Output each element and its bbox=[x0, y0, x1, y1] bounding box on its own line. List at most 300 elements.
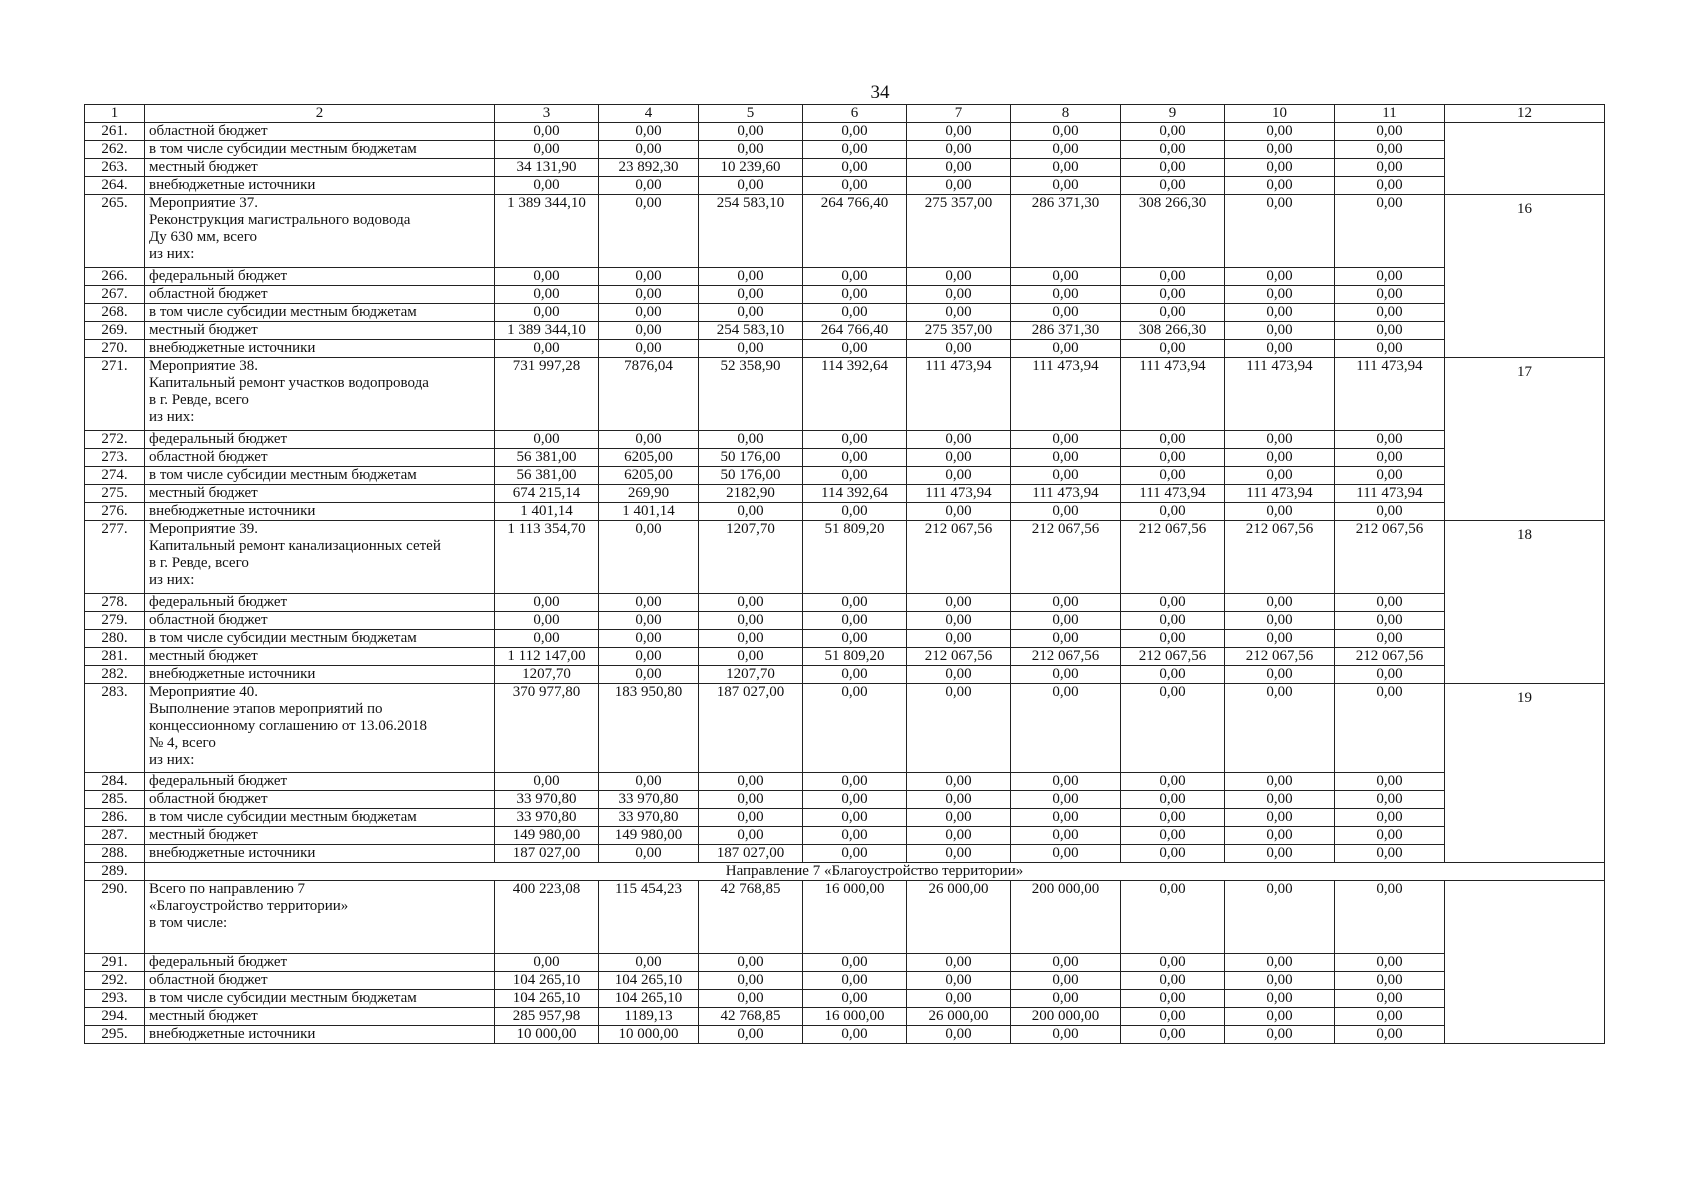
value-cell: 114 392,64 bbox=[803, 485, 907, 503]
value-cell: 1207,70 bbox=[495, 666, 599, 684]
value-cell: 0,00 bbox=[803, 123, 907, 141]
value-cell: 104 265,10 bbox=[599, 972, 699, 990]
value-cell: 0,00 bbox=[1121, 791, 1225, 809]
value-cell: 0,00 bbox=[1121, 268, 1225, 286]
value-cell: 50 176,00 bbox=[699, 449, 803, 467]
value-cell: 0,00 bbox=[1225, 594, 1335, 612]
row-name: областной бюджет bbox=[145, 286, 495, 304]
value-cell: 370 977,80 bbox=[495, 684, 599, 773]
table-row bbox=[85, 431, 1605, 449]
value-cell: 0,00 bbox=[1121, 286, 1225, 304]
row-name: внебюджетные источники bbox=[145, 340, 495, 358]
value-cell: 254 583,10 bbox=[699, 322, 803, 340]
value-cell: 0,00 bbox=[1225, 612, 1335, 630]
value-cell: 0,00 bbox=[1225, 684, 1335, 773]
value-cell: 0,00 bbox=[1335, 972, 1445, 990]
value-cell: 0,00 bbox=[1011, 990, 1121, 1008]
value-cell: 0,00 bbox=[599, 340, 699, 358]
value-cell: 0,00 bbox=[599, 612, 699, 630]
value-cell: 0,00 bbox=[699, 827, 803, 845]
value-cell: 0,00 bbox=[1121, 141, 1225, 159]
value-cell: 308 266,30 bbox=[1121, 195, 1225, 268]
value-cell: 286 371,30 bbox=[1011, 322, 1121, 340]
row-number: 275. bbox=[85, 485, 145, 503]
value-cell: 0,00 bbox=[1121, 431, 1225, 449]
value-cell: 0,00 bbox=[1335, 1026, 1445, 1044]
value-cell: 0,00 bbox=[1011, 954, 1121, 972]
value-cell: 0,00 bbox=[1225, 141, 1335, 159]
reference-cell: 18 bbox=[1445, 521, 1605, 684]
value-cell: 0,00 bbox=[907, 972, 1011, 990]
value-cell: 0,00 bbox=[1335, 845, 1445, 863]
value-cell: 0,00 bbox=[599, 521, 699, 594]
value-cell: 0,00 bbox=[1121, 594, 1225, 612]
row-name: местный бюджет bbox=[145, 648, 495, 666]
table-row bbox=[85, 304, 1605, 322]
value-cell: 0,00 bbox=[1225, 449, 1335, 467]
column-header: 4 bbox=[599, 105, 699, 123]
value-cell: 0,00 bbox=[1011, 791, 1121, 809]
value-cell: 16 000,00 bbox=[803, 1008, 907, 1026]
value-cell: 1 401,14 bbox=[599, 503, 699, 521]
value-cell: 183 950,80 bbox=[599, 684, 699, 773]
row-number: 273. bbox=[85, 449, 145, 467]
value-cell: 0,00 bbox=[495, 630, 599, 648]
value-cell: 0,00 bbox=[1335, 304, 1445, 322]
value-cell: 0,00 bbox=[495, 268, 599, 286]
value-cell: 6205,00 bbox=[599, 449, 699, 467]
value-cell: 0,00 bbox=[1121, 612, 1225, 630]
value-cell: 0,00 bbox=[1335, 612, 1445, 630]
value-cell: 0,00 bbox=[699, 340, 803, 358]
row-number: 276. bbox=[85, 503, 145, 521]
value-cell: 0,00 bbox=[1335, 123, 1445, 141]
row-name: в том числе субсидии местным бюджетам bbox=[145, 467, 495, 485]
value-cell: 187 027,00 bbox=[699, 845, 803, 863]
row-name: внебюджетные источники bbox=[145, 845, 495, 863]
table-row bbox=[85, 358, 1605, 431]
value-cell: 50 176,00 bbox=[699, 467, 803, 485]
column-header: 9 bbox=[1121, 105, 1225, 123]
value-cell: 0,00 bbox=[1121, 881, 1225, 954]
value-cell: 1 113 354,70 bbox=[495, 521, 599, 594]
direction-title: Направление 7 «Благоустройство территории» bbox=[145, 863, 1605, 881]
value-cell: 33 970,80 bbox=[599, 791, 699, 809]
value-cell: 0,00 bbox=[1011, 503, 1121, 521]
value-cell: 0,00 bbox=[907, 268, 1011, 286]
value-cell: 0,00 bbox=[803, 159, 907, 177]
value-cell: 0,00 bbox=[699, 990, 803, 1008]
value-cell: 212 067,56 bbox=[1335, 648, 1445, 666]
table-row bbox=[85, 467, 1605, 485]
value-cell: 111 473,94 bbox=[1011, 358, 1121, 431]
value-cell: 56 381,00 bbox=[495, 449, 599, 467]
table-row bbox=[85, 159, 1605, 177]
value-cell: 731 997,28 bbox=[495, 358, 599, 431]
value-cell: 0,00 bbox=[1335, 340, 1445, 358]
value-cell: 187 027,00 bbox=[699, 684, 803, 773]
value-cell: 23 892,30 bbox=[599, 159, 699, 177]
row-name: Мероприятие 38. Капитальный ремонт участков водопровода в г. Ревде, всего из них: bbox=[145, 358, 495, 431]
value-cell: 0,00 bbox=[1225, 845, 1335, 863]
value-cell: 0,00 bbox=[803, 809, 907, 827]
row-name: областной бюджет bbox=[145, 791, 495, 809]
value-cell: 0,00 bbox=[907, 123, 1011, 141]
value-cell: 0,00 bbox=[699, 177, 803, 195]
row-number: 295. bbox=[85, 1026, 145, 1044]
value-cell: 0,00 bbox=[1335, 881, 1445, 954]
value-cell: 0,00 bbox=[599, 954, 699, 972]
value-cell: 0,00 bbox=[599, 141, 699, 159]
column-header: 8 bbox=[1011, 105, 1121, 123]
value-cell: 212 067,56 bbox=[1225, 521, 1335, 594]
value-cell: 34 131,90 bbox=[495, 159, 599, 177]
value-cell: 0,00 bbox=[907, 612, 1011, 630]
value-cell: 111 473,94 bbox=[1011, 485, 1121, 503]
table-row bbox=[85, 612, 1605, 630]
value-cell: 0,00 bbox=[599, 594, 699, 612]
row-number: 291. bbox=[85, 954, 145, 972]
value-cell: 0,00 bbox=[699, 1026, 803, 1044]
row-number: 282. bbox=[85, 666, 145, 684]
value-cell: 0,00 bbox=[599, 431, 699, 449]
value-cell: 212 067,56 bbox=[907, 521, 1011, 594]
row-name: внебюджетные источники bbox=[145, 177, 495, 195]
value-cell: 0,00 bbox=[1225, 666, 1335, 684]
value-cell: 0,00 bbox=[803, 630, 907, 648]
value-cell: 0,00 bbox=[907, 1026, 1011, 1044]
value-cell: 0,00 bbox=[495, 123, 599, 141]
row-name: Всего по направлению 7 «Благоустройство территории» в том числе: bbox=[145, 881, 495, 954]
row-name: федеральный бюджет bbox=[145, 954, 495, 972]
row-number: 267. bbox=[85, 286, 145, 304]
value-cell: 0,00 bbox=[1225, 431, 1335, 449]
row-number: 261. bbox=[85, 123, 145, 141]
row-name: федеральный бюджет bbox=[145, 773, 495, 791]
value-cell: 0,00 bbox=[1225, 954, 1335, 972]
value-cell: 0,00 bbox=[803, 503, 907, 521]
value-cell: 0,00 bbox=[1335, 827, 1445, 845]
value-cell: 0,00 bbox=[699, 123, 803, 141]
value-cell: 0,00 bbox=[1225, 304, 1335, 322]
value-cell: 0,00 bbox=[1121, 773, 1225, 791]
value-cell: 111 473,94 bbox=[1335, 485, 1445, 503]
budget-table-container bbox=[84, 104, 1604, 1044]
value-cell: 0,00 bbox=[1335, 159, 1445, 177]
value-cell: 1 389 344,10 bbox=[495, 322, 599, 340]
value-cell: 0,00 bbox=[1121, 1008, 1225, 1026]
row-number: 285. bbox=[85, 791, 145, 809]
value-cell: 212 067,56 bbox=[1121, 521, 1225, 594]
row-number: 277. bbox=[85, 521, 145, 594]
row-number: 279. bbox=[85, 612, 145, 630]
value-cell: 0,00 bbox=[803, 773, 907, 791]
value-cell: 10 239,60 bbox=[699, 159, 803, 177]
row-name: Мероприятие 40. Выполнение этапов мероприятий по концессионному соглашению от 13.06.2018 № 4, всего из них: bbox=[145, 684, 495, 773]
page-number: 34 bbox=[870, 82, 890, 103]
value-cell: 1 112 147,00 bbox=[495, 648, 599, 666]
value-cell: 285 957,98 bbox=[495, 1008, 599, 1026]
table-body bbox=[85, 105, 1605, 1044]
value-cell: 0,00 bbox=[803, 594, 907, 612]
column-header: 11 bbox=[1335, 105, 1445, 123]
value-cell: 2182,90 bbox=[699, 485, 803, 503]
value-cell: 0,00 bbox=[1225, 630, 1335, 648]
reference-cell bbox=[1445, 881, 1605, 1044]
value-cell: 33 970,80 bbox=[495, 809, 599, 827]
value-cell: 0,00 bbox=[1011, 1026, 1121, 1044]
value-cell: 0,00 bbox=[907, 791, 1011, 809]
table-row bbox=[85, 141, 1605, 159]
row-number: 270. bbox=[85, 340, 145, 358]
row-name: местный бюджет bbox=[145, 1008, 495, 1026]
value-cell: 1 389 344,10 bbox=[495, 195, 599, 268]
column-header: 1 bbox=[85, 105, 145, 123]
value-cell: 0,00 bbox=[699, 809, 803, 827]
value-cell: 0,00 bbox=[907, 431, 1011, 449]
value-cell: 0,00 bbox=[1335, 809, 1445, 827]
value-cell: 0,00 bbox=[495, 773, 599, 791]
value-cell: 286 371,30 bbox=[1011, 195, 1121, 268]
table-row bbox=[85, 990, 1605, 1008]
value-cell: 0,00 bbox=[1011, 340, 1121, 358]
value-cell: 0,00 bbox=[599, 195, 699, 268]
row-name: Мероприятие 37. Реконструкция магистрального водовода Ду 630 мм, всего из них: bbox=[145, 195, 495, 268]
value-cell: 111 473,94 bbox=[1225, 485, 1335, 503]
value-cell: 0,00 bbox=[699, 648, 803, 666]
value-cell: 0,00 bbox=[907, 503, 1011, 521]
row-name: в том числе субсидии местным бюджетам bbox=[145, 304, 495, 322]
value-cell: 0,00 bbox=[1121, 684, 1225, 773]
value-cell: 0,00 bbox=[803, 684, 907, 773]
value-cell: 0,00 bbox=[699, 972, 803, 990]
value-cell: 104 265,10 bbox=[599, 990, 699, 1008]
row-number: 294. bbox=[85, 1008, 145, 1026]
value-cell: 0,00 bbox=[599, 648, 699, 666]
value-cell: 0,00 bbox=[1335, 286, 1445, 304]
table-row bbox=[85, 322, 1605, 340]
value-cell: 0,00 bbox=[803, 268, 907, 286]
value-cell: 0,00 bbox=[803, 141, 907, 159]
value-cell: 0,00 bbox=[803, 972, 907, 990]
value-cell: 0,00 bbox=[907, 954, 1011, 972]
row-number: 263. bbox=[85, 159, 145, 177]
value-cell: 0,00 bbox=[1225, 827, 1335, 845]
value-cell: 212 067,56 bbox=[907, 648, 1011, 666]
value-cell: 0,00 bbox=[699, 594, 803, 612]
value-cell: 0,00 bbox=[1225, 1008, 1335, 1026]
value-cell: 212 067,56 bbox=[1225, 648, 1335, 666]
table-row bbox=[85, 521, 1605, 594]
value-cell: 0,00 bbox=[1011, 809, 1121, 827]
row-number: 271. bbox=[85, 358, 145, 431]
value-cell: 111 473,94 bbox=[1225, 358, 1335, 431]
value-cell: 0,00 bbox=[803, 177, 907, 195]
value-cell: 0,00 bbox=[1121, 666, 1225, 684]
value-cell: 0,00 bbox=[599, 666, 699, 684]
row-number: 268. bbox=[85, 304, 145, 322]
value-cell: 0,00 bbox=[1121, 845, 1225, 863]
row-name: федеральный бюджет bbox=[145, 594, 495, 612]
value-cell: 0,00 bbox=[1121, 340, 1225, 358]
value-cell: 0,00 bbox=[907, 304, 1011, 322]
row-number: 287. bbox=[85, 827, 145, 845]
value-cell: 0,00 bbox=[907, 666, 1011, 684]
value-cell: 104 265,10 bbox=[495, 972, 599, 990]
row-name: местный бюджет bbox=[145, 159, 495, 177]
row-name: в том числе субсидии местным бюджетам bbox=[145, 141, 495, 159]
value-cell: 0,00 bbox=[907, 467, 1011, 485]
row-name: областной бюджет bbox=[145, 123, 495, 141]
header-row bbox=[85, 105, 1605, 123]
value-cell: 0,00 bbox=[1335, 268, 1445, 286]
column-header: 5 bbox=[699, 105, 803, 123]
row-name: областной бюджет bbox=[145, 972, 495, 990]
value-cell: 115 454,23 bbox=[599, 881, 699, 954]
value-cell: 0,00 bbox=[699, 503, 803, 521]
value-cell: 212 067,56 bbox=[1335, 521, 1445, 594]
table-row bbox=[85, 503, 1605, 521]
value-cell: 111 473,94 bbox=[1121, 485, 1225, 503]
value-cell: 42 768,85 bbox=[699, 881, 803, 954]
value-cell: 0,00 bbox=[803, 449, 907, 467]
value-cell: 0,00 bbox=[1225, 177, 1335, 195]
row-number: 284. bbox=[85, 773, 145, 791]
value-cell: 26 000,00 bbox=[907, 1008, 1011, 1026]
value-cell: 149 980,00 bbox=[599, 827, 699, 845]
value-cell: 0,00 bbox=[1121, 809, 1225, 827]
row-number: 281. bbox=[85, 648, 145, 666]
row-number: 262. bbox=[85, 141, 145, 159]
row-number: 290. bbox=[85, 881, 145, 954]
value-cell: 0,00 bbox=[1335, 431, 1445, 449]
value-cell: 0,00 bbox=[1335, 503, 1445, 521]
row-number: 286. bbox=[85, 809, 145, 827]
value-cell: 0,00 bbox=[495, 141, 599, 159]
table-row bbox=[85, 123, 1605, 141]
value-cell: 0,00 bbox=[1121, 449, 1225, 467]
table-row bbox=[85, 1008, 1605, 1026]
value-cell: 0,00 bbox=[907, 177, 1011, 195]
column-header: 3 bbox=[495, 105, 599, 123]
row-name: в том числе субсидии местным бюджетам bbox=[145, 630, 495, 648]
value-cell: 0,00 bbox=[803, 340, 907, 358]
row-name: федеральный бюджет bbox=[145, 431, 495, 449]
value-cell: 0,00 bbox=[1121, 990, 1225, 1008]
value-cell: 187 027,00 bbox=[495, 845, 599, 863]
row-name: в том числе субсидии местным бюджетам bbox=[145, 990, 495, 1008]
value-cell: 0,00 bbox=[1011, 141, 1121, 159]
value-cell: 0,00 bbox=[1011, 666, 1121, 684]
value-cell: 0,00 bbox=[1121, 159, 1225, 177]
value-cell: 0,00 bbox=[599, 845, 699, 863]
row-number: 278. bbox=[85, 594, 145, 612]
value-cell: 0,00 bbox=[803, 666, 907, 684]
value-cell: 104 265,10 bbox=[495, 990, 599, 1008]
value-cell: 0,00 bbox=[1225, 195, 1335, 268]
value-cell: 0,00 bbox=[803, 286, 907, 304]
value-cell: 0,00 bbox=[495, 612, 599, 630]
value-cell: 0,00 bbox=[1011, 286, 1121, 304]
table-row bbox=[85, 648, 1605, 666]
value-cell: 0,00 bbox=[495, 304, 599, 322]
table-row bbox=[85, 268, 1605, 286]
value-cell: 0,00 bbox=[1225, 322, 1335, 340]
value-cell: 0,00 bbox=[1335, 449, 1445, 467]
value-cell: 0,00 bbox=[1335, 467, 1445, 485]
value-cell: 1 401,14 bbox=[495, 503, 599, 521]
value-cell: 7876,04 bbox=[599, 358, 699, 431]
value-cell: 0,00 bbox=[699, 431, 803, 449]
column-header: 10 bbox=[1225, 105, 1335, 123]
value-cell: 0,00 bbox=[599, 123, 699, 141]
value-cell: 0,00 bbox=[495, 954, 599, 972]
column-header: 2 bbox=[145, 105, 495, 123]
value-cell: 0,00 bbox=[1011, 159, 1121, 177]
table-row bbox=[85, 809, 1605, 827]
value-cell: 0,00 bbox=[907, 827, 1011, 845]
value-cell: 264 766,40 bbox=[803, 195, 907, 268]
table-row bbox=[85, 485, 1605, 503]
value-cell: 26 000,00 bbox=[907, 881, 1011, 954]
value-cell: 0,00 bbox=[699, 954, 803, 972]
value-cell: 0,00 bbox=[1225, 881, 1335, 954]
value-cell: 0,00 bbox=[1011, 594, 1121, 612]
budget-table bbox=[84, 104, 1605, 1044]
value-cell: 56 381,00 bbox=[495, 467, 599, 485]
table-row bbox=[85, 286, 1605, 304]
value-cell: 1207,70 bbox=[699, 666, 803, 684]
row-name: федеральный бюджет bbox=[145, 268, 495, 286]
value-cell: 0,00 bbox=[1011, 304, 1121, 322]
table-row bbox=[85, 773, 1605, 791]
value-cell: 0,00 bbox=[1225, 791, 1335, 809]
row-number: 293. bbox=[85, 990, 145, 1008]
value-cell: 0,00 bbox=[699, 630, 803, 648]
table-row bbox=[85, 827, 1605, 845]
value-cell: 0,00 bbox=[803, 612, 907, 630]
value-cell: 0,00 bbox=[1335, 954, 1445, 972]
table-row bbox=[85, 791, 1605, 809]
table-row bbox=[85, 177, 1605, 195]
value-cell: 212 067,56 bbox=[1011, 521, 1121, 594]
direction-heading-row bbox=[85, 863, 1605, 881]
reference-cell bbox=[1445, 123, 1605, 195]
value-cell: 0,00 bbox=[599, 630, 699, 648]
row-name: в том числе субсидии местным бюджетам bbox=[145, 809, 495, 827]
value-cell: 111 473,94 bbox=[907, 485, 1011, 503]
reference-cell: 16 bbox=[1445, 195, 1605, 358]
value-cell: 0,00 bbox=[907, 809, 1011, 827]
value-cell: 0,00 bbox=[1225, 268, 1335, 286]
value-cell: 1207,70 bbox=[699, 521, 803, 594]
value-cell: 1189,13 bbox=[599, 1008, 699, 1026]
value-cell: 200 000,00 bbox=[1011, 1008, 1121, 1026]
value-cell: 0,00 bbox=[1011, 467, 1121, 485]
row-name: местный бюджет bbox=[145, 485, 495, 503]
value-cell: 0,00 bbox=[1011, 449, 1121, 467]
value-cell: 42 768,85 bbox=[699, 1008, 803, 1026]
value-cell: 33 970,80 bbox=[599, 809, 699, 827]
value-cell: 0,00 bbox=[699, 141, 803, 159]
row-number: 288. bbox=[85, 845, 145, 863]
value-cell: 0,00 bbox=[599, 286, 699, 304]
value-cell: 0,00 bbox=[495, 431, 599, 449]
value-cell: 0,00 bbox=[699, 612, 803, 630]
row-number: 264. bbox=[85, 177, 145, 195]
value-cell: 0,00 bbox=[1335, 791, 1445, 809]
value-cell: 0,00 bbox=[1011, 630, 1121, 648]
